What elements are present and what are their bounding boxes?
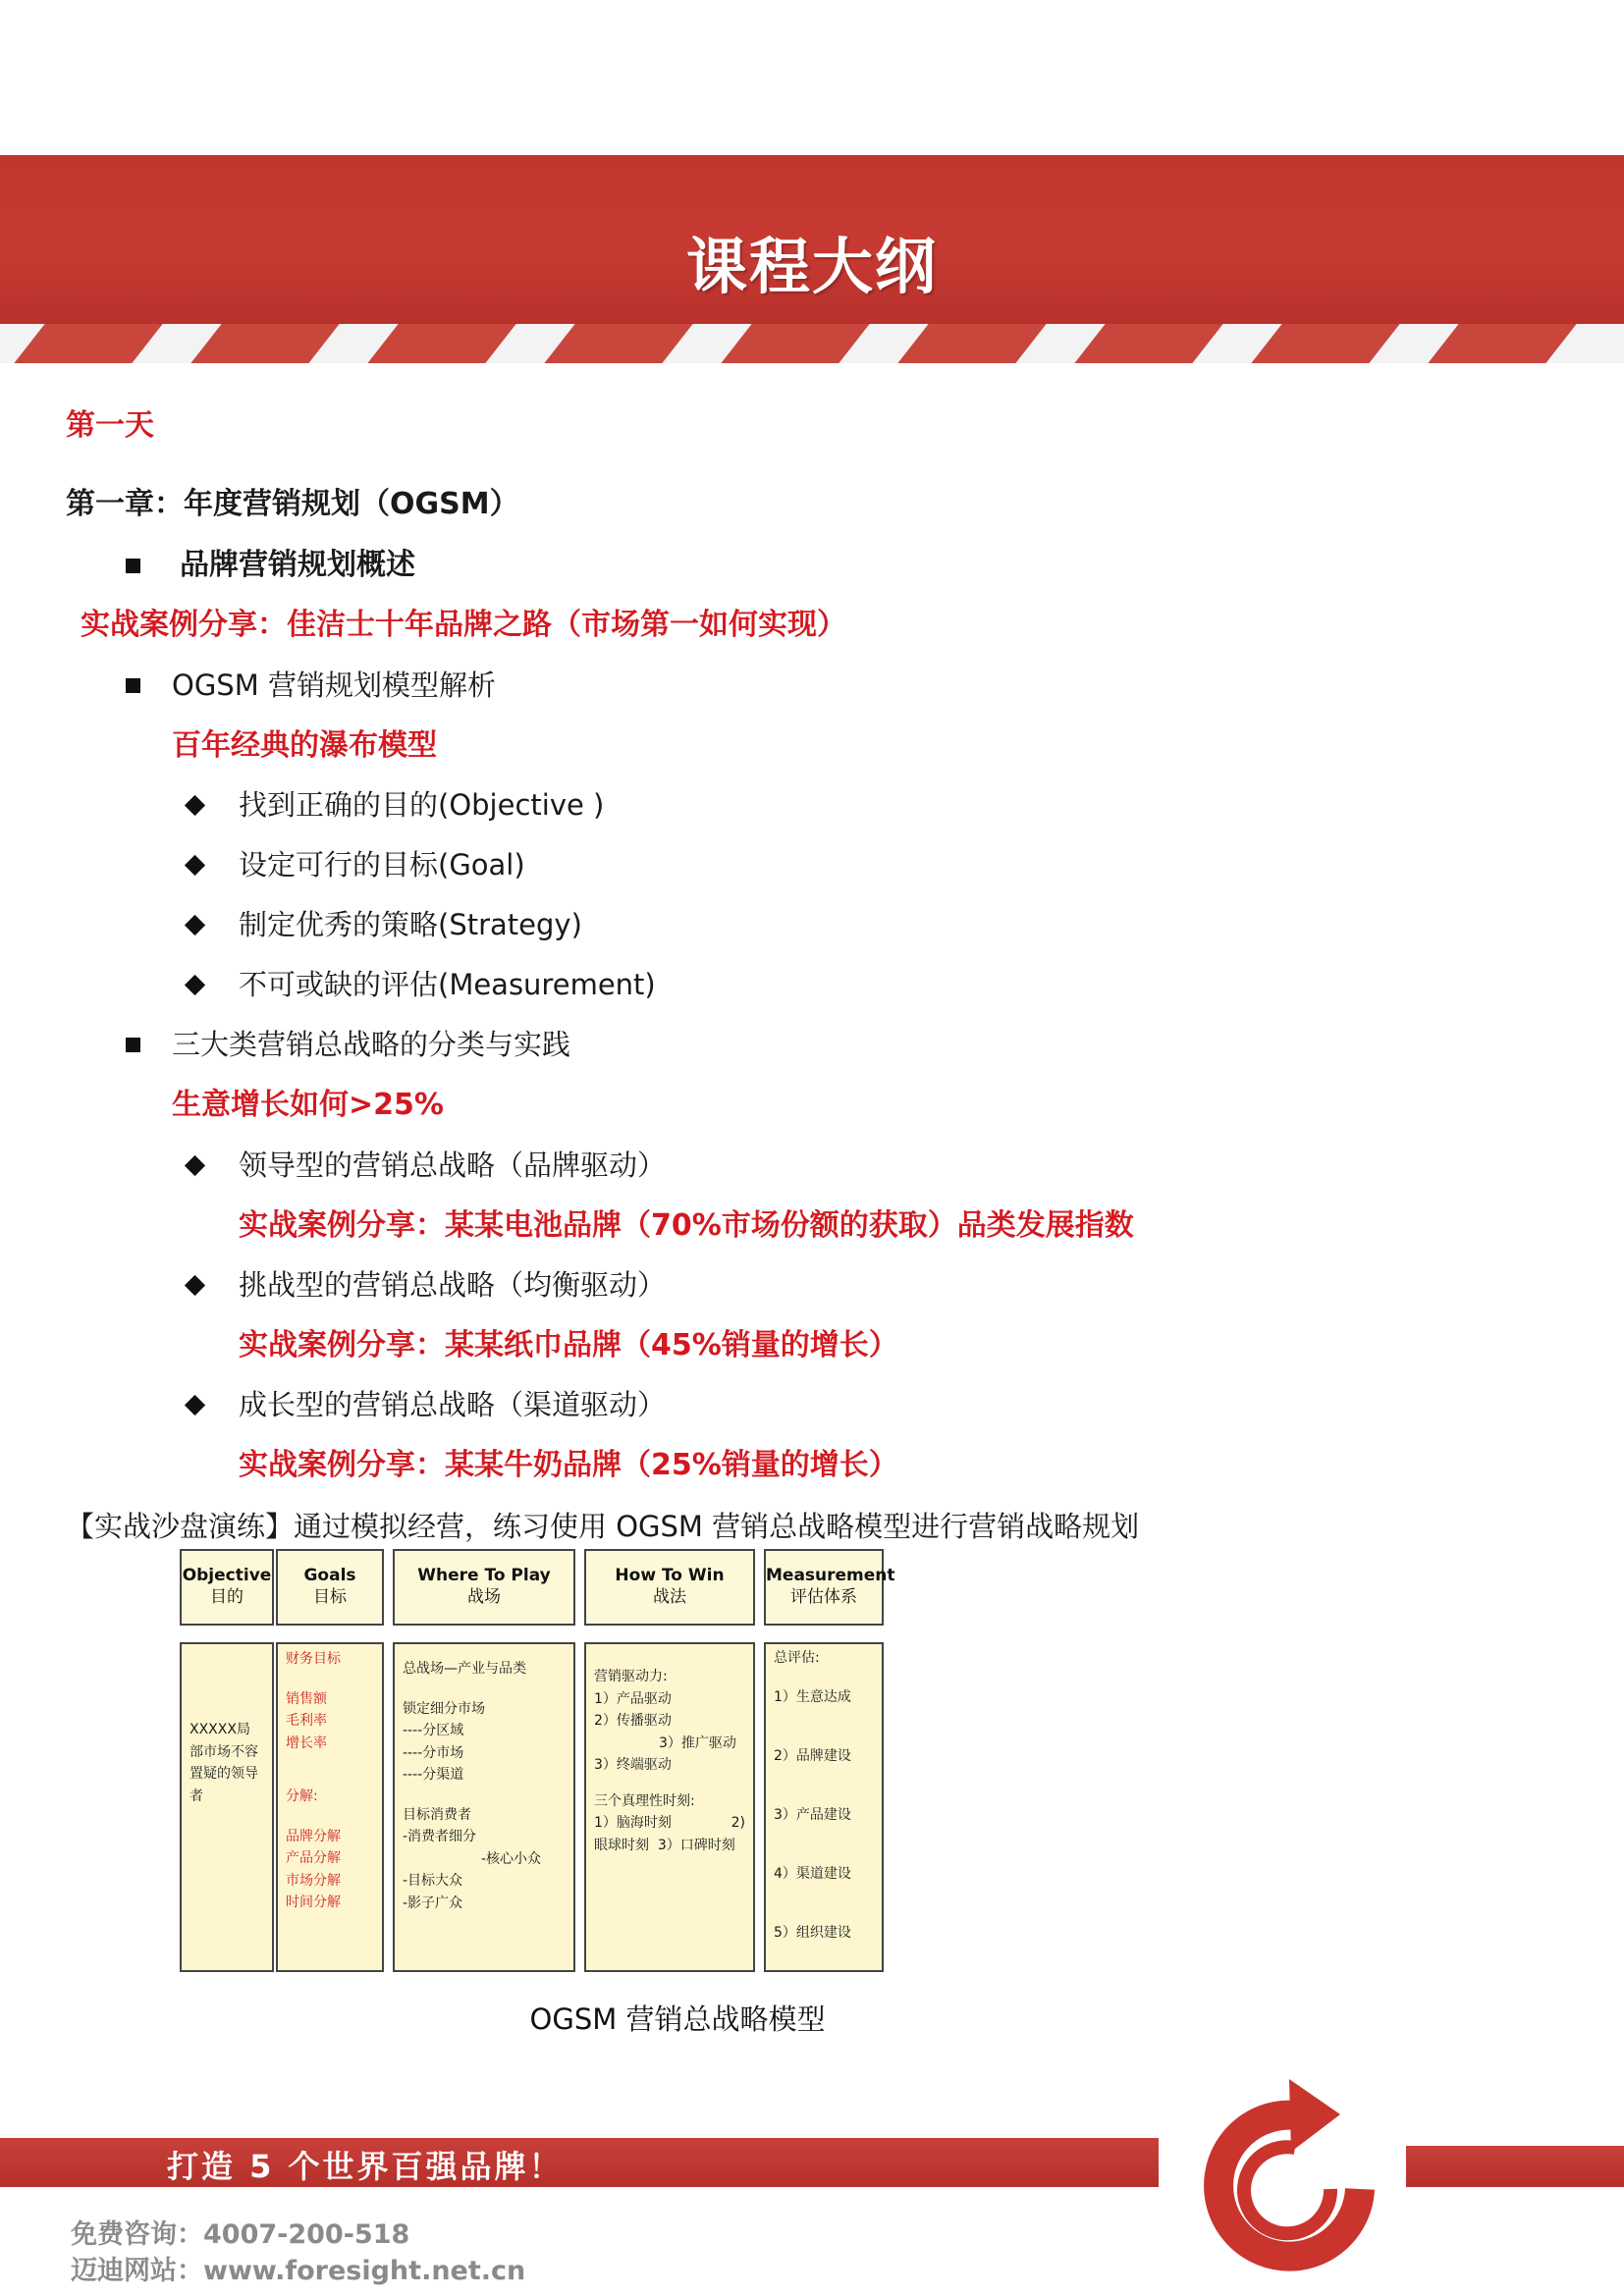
footer-website (71, 2249, 525, 2287)
footer-site-label: 迈迪网站： (71, 2256, 203, 2286)
header-goals (276, 1549, 384, 1626)
where-segment-title: 锁定细分市场 (403, 1700, 485, 1717)
header-measurement (764, 1549, 895, 1626)
goals-breakdown-item: 品牌分解 (286, 1828, 341, 1844)
square-bullet-icon (126, 559, 140, 573)
where-consumer: -目标大众 (403, 1873, 463, 1889)
goals-breakdown-item: 时间分解 (286, 1895, 341, 1910)
footer-phone (71, 2213, 409, 2251)
case-milk: 实战案例分享：某某牛奶品牌（25%销量的增长） (239, 1448, 898, 1482)
sub-item-measurement: 不可或缺的评估(Measurement) (239, 968, 656, 1001)
goals-breakdown-item: 产品分解 (286, 1850, 341, 1866)
where-consumer: -影子广众 (403, 1895, 463, 1911)
how-moment: 眼球时刻 3）口碑时刻 (594, 1837, 735, 1853)
diagram-caption: OGSM 营销总战略模型 (529, 2002, 826, 2036)
objective-line: XXXXX局 (189, 1722, 250, 1737)
diamond-bullet-icon (185, 855, 205, 876)
how-drivers-title: 营销驱动力: (594, 1669, 668, 1684)
goals-breakdown-item: 市场分解 (286, 1872, 341, 1889)
footer-bar-right (1406, 2146, 1624, 2187)
footer-phone-label: 免费咨询： (71, 2219, 203, 2250)
header-measurement-en: Measurement (766, 1566, 895, 1585)
header-objective (180, 1549, 274, 1626)
case-tissue: 实战案例分享：某某纸巾品牌（45%销量的增长） (239, 1328, 898, 1362)
objective-line: 部市场不容 (189, 1743, 258, 1760)
where-title: 总战场—产业与品类 (403, 1661, 526, 1677)
how-moments-title: 三个真理性时刻: (594, 1792, 695, 1809)
measurement-item: 1）生意达成 (774, 1689, 851, 1705)
bullet-three-strategies: 三大类营销总战略的分类与实践 (172, 1028, 571, 1061)
header-how-en: How To Win (615, 1566, 725, 1585)
how-moment: 1）脑海时刻 (594, 1815, 672, 1831)
header-where-to-play (393, 1549, 575, 1626)
where-segment: ----分渠道 (403, 1767, 464, 1783)
footer-slogan: 打造 5 个世界百强品牌！ (167, 2148, 564, 2185)
header-how-zh: 战法 (653, 1587, 686, 1607)
strategy-challenger: 挑战型的营销总战略（均衡驱动） (239, 1268, 667, 1302)
page-title: 课程大纲 (685, 231, 938, 302)
sub-item-strategy: 制定优秀的策略(Strategy) (239, 908, 582, 941)
diamond-bullet-icon (185, 915, 205, 935)
header-where-en: Where To Play (417, 1566, 551, 1585)
header-goals-en: Goals (303, 1566, 356, 1585)
case-battery: 实战案例分享：某某电池品牌（70%市场份额的获取）品类发展指数 (239, 1208, 1134, 1243)
measurement-item: 3）产品建设 (774, 1807, 851, 1823)
where-consumer-title: 目标消费者 (403, 1806, 471, 1823)
measurement-item: 2）品牌建设 (774, 1748, 851, 1764)
goals-metric: 增长率 (286, 1735, 327, 1751)
bullet-brand-overview: 品牌营销规划概述 (180, 548, 415, 582)
goals-metric: 毛利率 (286, 1713, 327, 1729)
header-goals-zh: 目标 (313, 1587, 347, 1607)
goals-metric: 销售额 (286, 1690, 327, 1707)
square-bullet-icon (126, 1038, 140, 1052)
where-segment: ----分市场 (403, 1744, 464, 1761)
sub-item-objective: 找到正确的目的(Objective ) (239, 788, 605, 822)
day-label: 第一天 (66, 408, 154, 443)
header-measurement-zh: 评估体系 (790, 1587, 857, 1607)
chapter-title: 第一章：年度营销规划（OGSM） (66, 487, 519, 521)
sandbox-exercise: 【实战沙盘演练】通过模拟经营，练习使用 OGSM 营销总战略模型进行营销战略规划 (66, 1510, 1140, 1543)
measurement-cell (764, 1642, 884, 1972)
diamond-bullet-icon (185, 1275, 205, 1296)
strategy-leader: 领导型的营销总战略（品牌驱动） (239, 1148, 667, 1182)
case-crest: 实战案例分享：佳洁士十年品牌之路（市场第一如何实现） (81, 608, 846, 642)
strategy-growth: 成长型的营销总战略（渠道驱动） (239, 1388, 667, 1421)
how-driver: 2）传播驱动 (594, 1713, 672, 1729)
diamond-bullet-icon (185, 975, 205, 995)
footer-site-url: www.foresight.net.cn (203, 2256, 526, 2286)
bullet-ogsm-model: OGSM 营销规划模型解析 (172, 668, 496, 702)
header-objective-zh: 目的 (210, 1587, 244, 1607)
growth-highlight: 生意增长如何>25% (172, 1088, 444, 1122)
how-driver: 3）终端驱动 (594, 1757, 672, 1773)
where-segment: ----分区域 (403, 1723, 464, 1738)
objective-line: 置疑的领导 (189, 1766, 258, 1782)
objective-line: 者 (189, 1788, 203, 1804)
how-moment-number: 2) (731, 1815, 745, 1831)
header-stripe (0, 324, 1624, 363)
footer-phone-number: 4007-200-518 (203, 2219, 410, 2250)
measurement-item: 5）组织建设 (774, 1925, 851, 1941)
circular-arrow-logo-icon (1193, 2071, 1389, 2282)
how-to-win-cell (584, 1642, 755, 1972)
header-where-zh: 战场 (467, 1587, 501, 1607)
header-how-to-win (584, 1549, 755, 1626)
square-bullet-icon (126, 678, 140, 693)
header-objective-en: Objective (182, 1566, 272, 1585)
diamond-bullet-icon (185, 1155, 205, 1176)
how-driver: 3）推广驱动 (659, 1735, 736, 1751)
how-driver: 1）产品驱动 (594, 1690, 672, 1707)
goals-cell (276, 1642, 384, 1972)
where-consumer: -消费者细分 (403, 1829, 477, 1844)
goals-breakdown-title: 分解: (286, 1789, 318, 1804)
measurement-title: 总评估: (774, 1650, 820, 1666)
where-consumer: -核心小众 (481, 1850, 542, 1867)
measurement-item: 4）渠道建设 (774, 1866, 851, 1882)
goals-title: 财务目标 (286, 1651, 341, 1667)
sub-item-goal: 设定可行的目标(Goal) (239, 848, 525, 881)
where-to-play-cell (393, 1642, 575, 1972)
diamond-bullet-icon (185, 1395, 205, 1415)
waterfall-model-highlight: 百年经典的瀑布模型 (172, 728, 437, 763)
diamond-bullet-icon (185, 795, 205, 816)
objective-cell (180, 1642, 274, 1972)
